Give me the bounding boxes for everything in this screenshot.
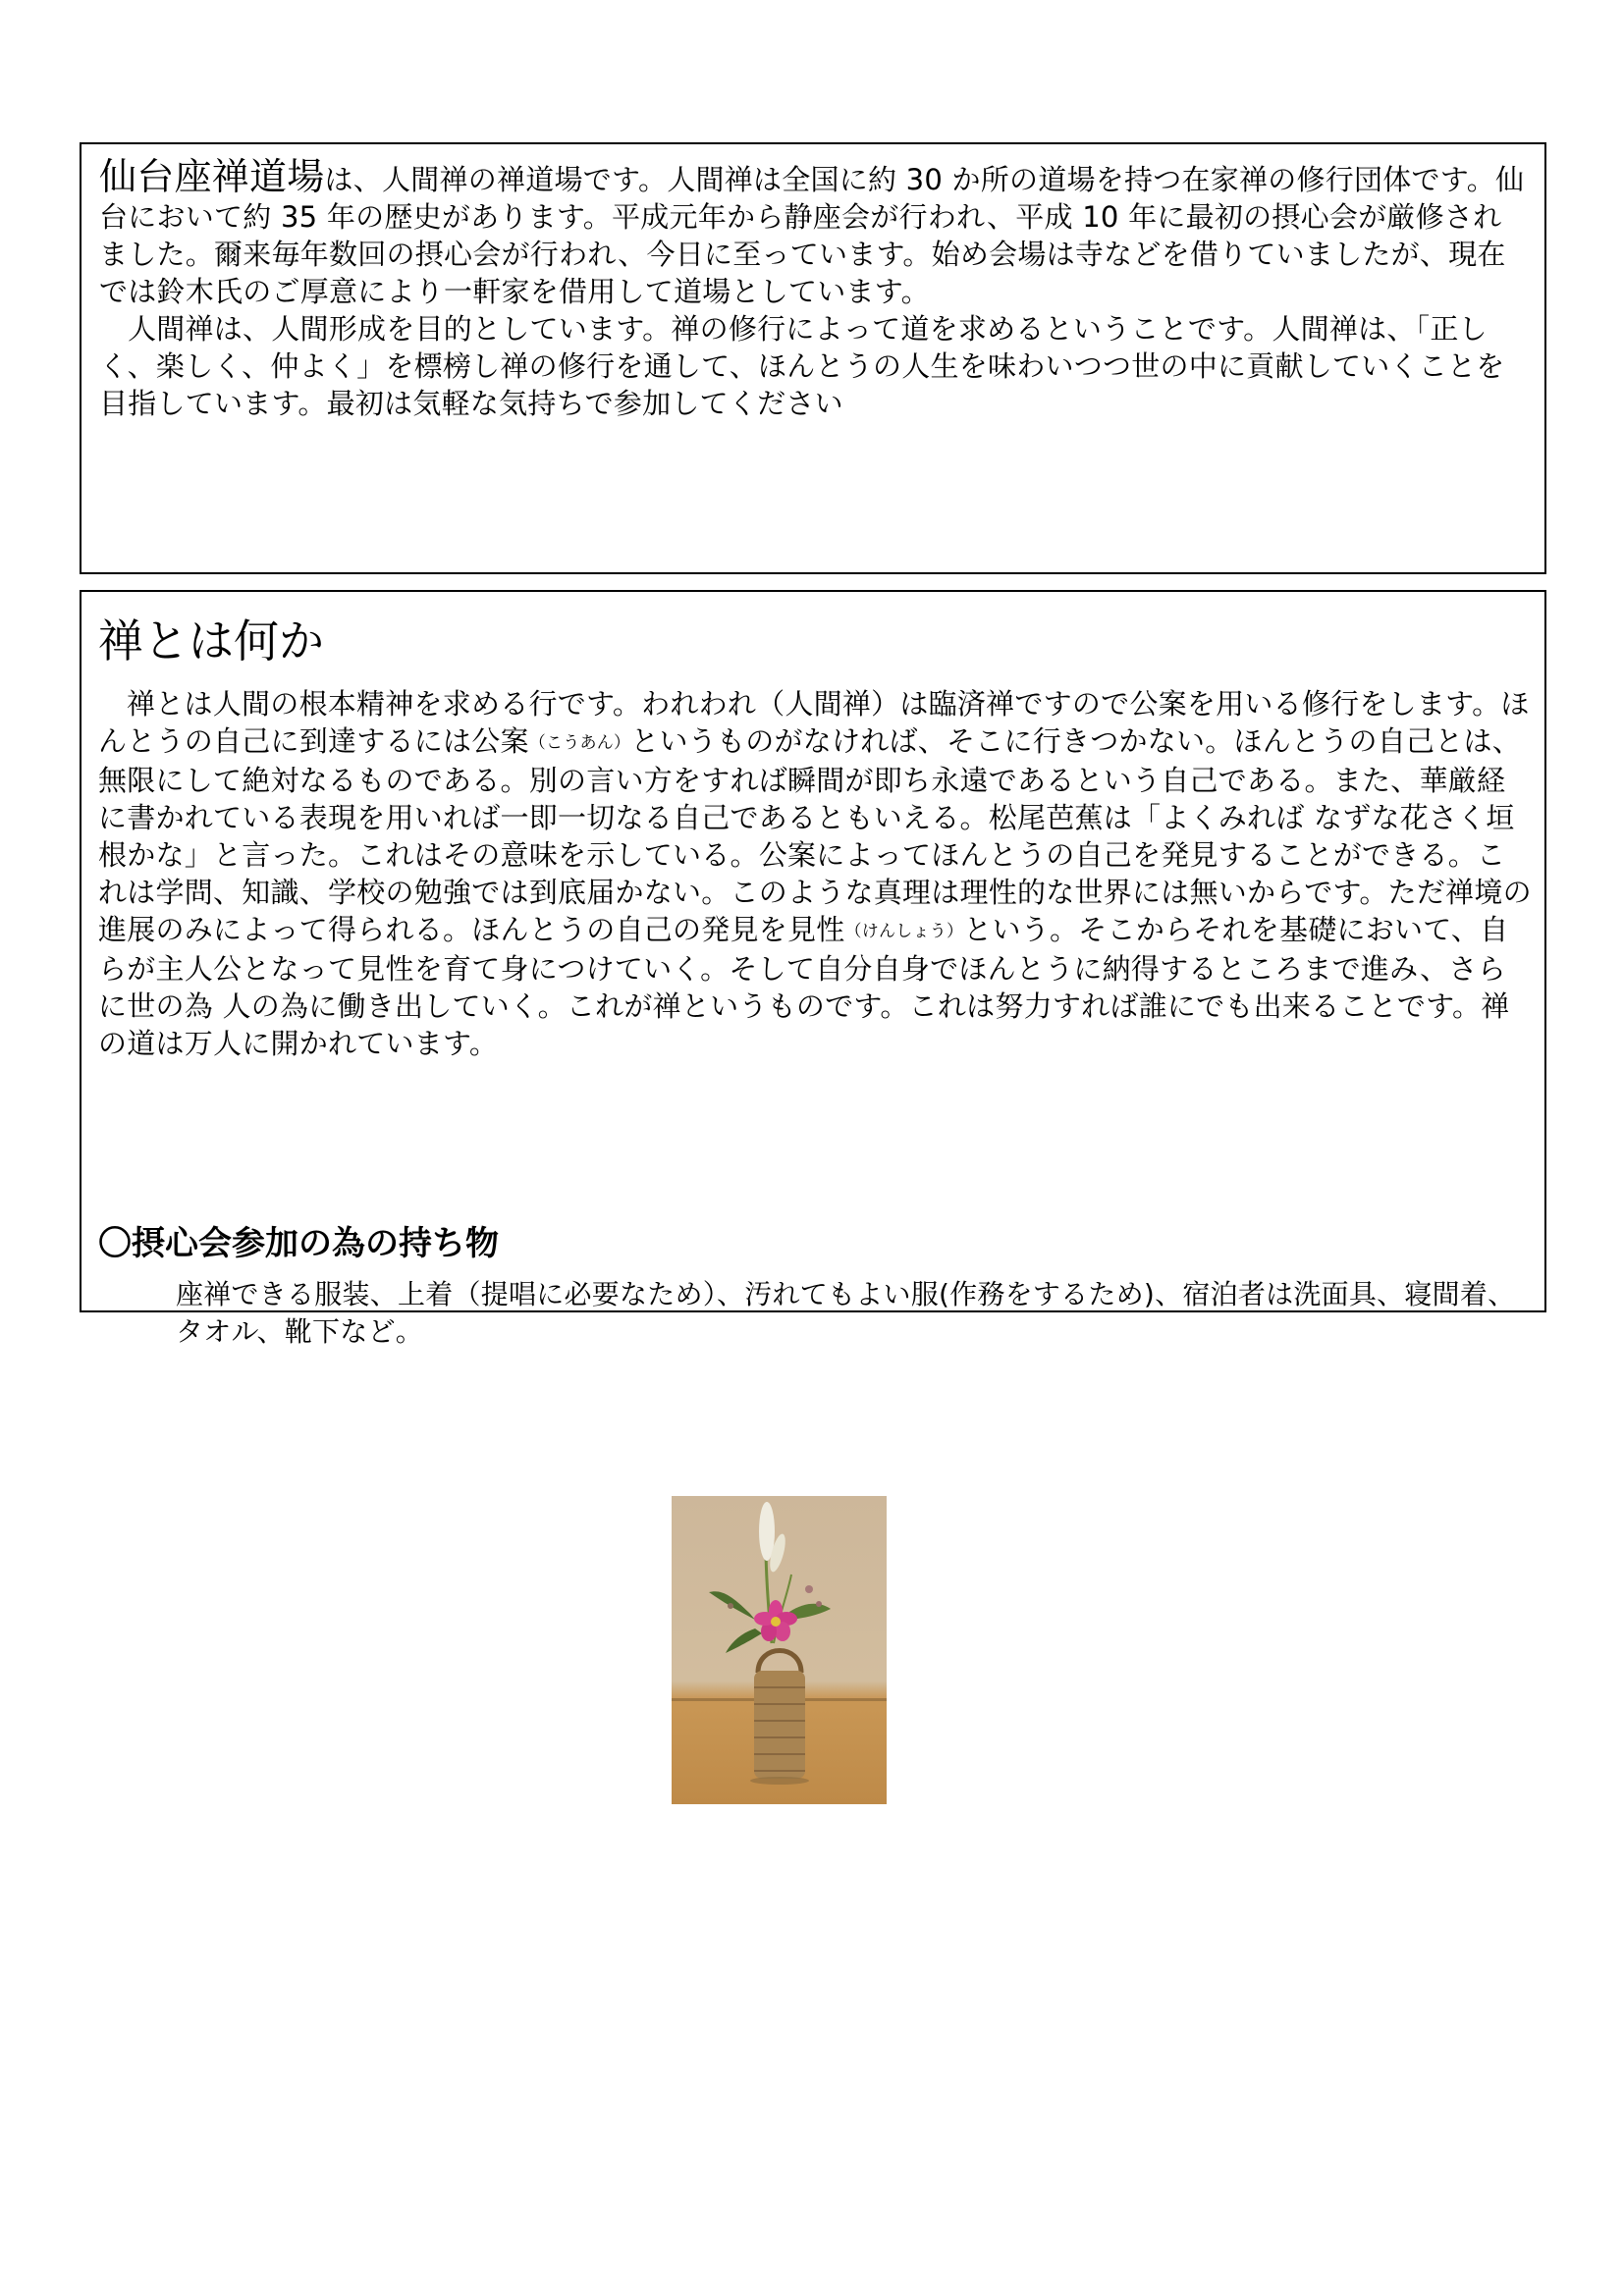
belongings-text: 座禅できる服装、上着（提唱に必要なため）、汚れてもよい服(作務をするため)、宿泊者は洗面具、寝間着、タオル、靴下など。 [176, 1278, 1516, 1348]
belongings-heading: 〇摂心会参加の為の持ち物 [98, 1224, 499, 1263]
zen-body [98, 685, 1532, 1062]
intro-box [80, 142, 1546, 574]
zen-text-2: というものがなければ、そこに行きつかない。ほんとうの自己とは、無限にして絶対なるものである。別の言い方をすれば瞬間が即ち永遠であるという自己である。また、華厳経に書かれている表現を用いれば一即一切なる自己であるともいえる。松尾芭蕉は「よくみれば なずな花さく垣根かな」と言った。これはその意味を示している。公案によってほんとうの自己を発見することができる。これは学問、知識、学校の勉強では到底届かない。このような真理は理性的な世界には無いからです。ただ禅境の進展のみによって得られる。ほんとうの自己の発見を見性 [98, 724, 1532, 946]
flower-vase-photo [672, 1496, 887, 1804]
ruby-koan: （こうあん） [528, 733, 631, 753]
ikebana-illustration [672, 1496, 887, 1804]
zen-paragraph [98, 685, 1532, 1062]
ruby-kensho: （けんしょう） [844, 922, 964, 941]
intro-paragraph-1 [99, 155, 1525, 310]
zen-title: 禅とは何か [98, 614, 324, 667]
zen-text-3: という。そこからそれを基礎において、自らが主人公となって見性を育て身につけていく。そして自分自身でほんとうに納得するところまで進み、さらに世の為 人の為に働き出していく。これが禅というものです。これは努力すれば誰にでも出来ることです。禅の道は万人に開かれています。 [98, 913, 1510, 1060]
dojo-name: 仙台座禅道場 [99, 155, 325, 198]
intro-paragraph-2: 人間禅は、人間形成を目的としています。禅の修行によって道を求めるということです。人間禅は、「正しく、楽しく、仲よく」を標榜し禅の修行を通して、ほんとうの人生を味わいつつ世の中に貢献していくことを目指しています。最初は気軽な気持ちで参加してください [99, 312, 1505, 420]
intro-text: は、人間禅の禅道場です。人間禅は全国に約 30 か所の道場を持つ在家禅の修行団体です。仙台において約 35 年の歴史があります。平成元年から静座会が行われ、平成 10 年に最初の摂心会が厳修されました。爾来毎年数回の摂心会が行われ、今日に至っています。始め会場は寺などを借りていましたが、現在では鈴木氏のご厚意により一軒家を借用して道場としています。 [99, 163, 1525, 308]
zen-text-1: 禅とは人間の根本精神を求める行です。われわれ（人間禅）は臨済禅ですので公案を用いる修行をします。ほんとうの自己に到達するには公案 [98, 687, 1530, 758]
